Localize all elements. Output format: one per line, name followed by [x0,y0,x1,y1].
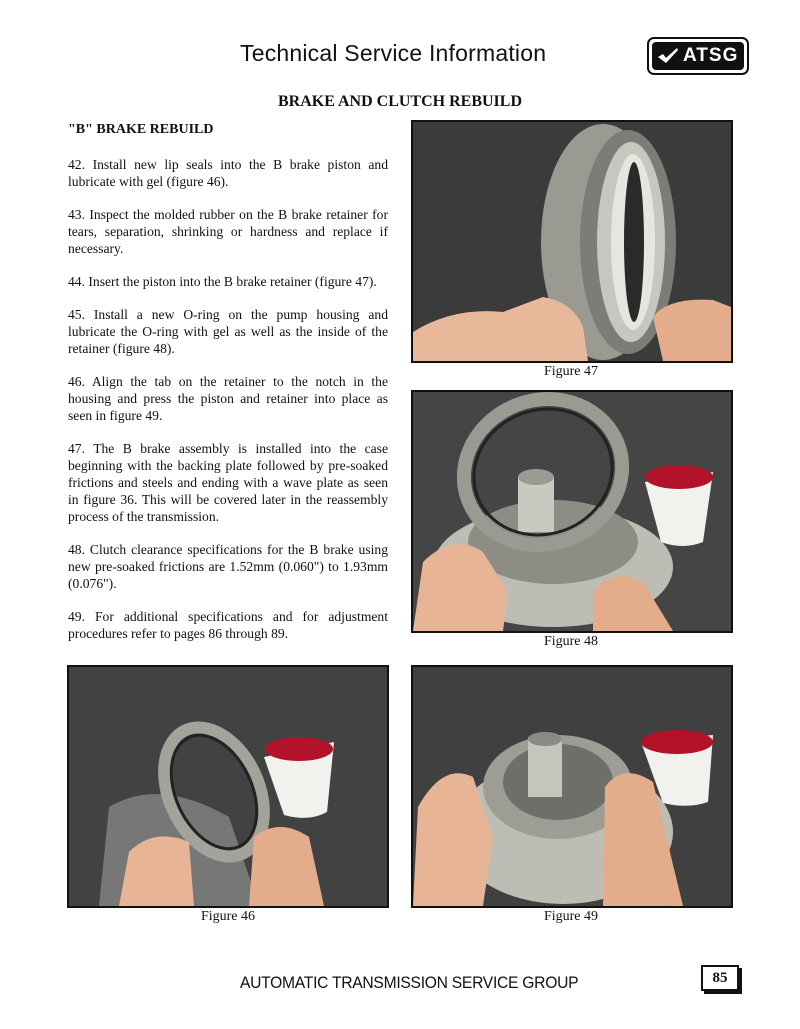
figure-46-caption: Figure 46 [200,909,256,924]
step-46: 46. Align the tab on the retainer to the notch in the housing and press the piston and retainer into place as seen in figure 49. [68,374,388,423]
instruction-steps [68,156,388,658]
figure-49-photo [411,665,733,908]
checkmark-logo-icon [657,46,679,66]
step-43: 43. Inspect the molded rubber on the B brake retainer for tears, separation, shrinking or hardness and replace if necessary. [68,207,388,256]
footer-text: AUTOMATIC TRANSMISSION SERVICE GROUP [240,973,579,992]
figure-47-photo [411,120,733,363]
step-49: 49. For additional specifications and for adjustment procedures refer to pages 86 through 89. [68,609,388,641]
page-number: 85 [701,965,739,991]
section-title: BRAKE AND CLUTCH REBUILD [277,93,523,110]
step-44: 44. Insert the piston into the B brake retainer (figure 47). [68,274,377,289]
subsection-title: "B" BRAKE REBUILD [68,122,214,137]
step-47: 47. The B brake assembly is installed into the case beginning with the backing plate followed by pre-soaked frictions and steels and ending with a wave plate as seen in figure 36. This will be covered later in the reassembly process of the transmission. [68,441,388,524]
step-45: 45. Install a new O-ring on the pump housing and lubricate the O-ring with gel as well as the inside of the retainer (figure 48). [68,307,388,356]
logo-text: ATSG [683,45,739,66]
step-48: 48. Clutch clearance specifications for the B brake using new pre-soaked frictions are 1.52mm (0.060") to 1.93mm (0.076"). [68,542,388,591]
step-42: 42. Install new lip seals into the B brake piston and lubricate with gel (figure 46). [68,157,388,189]
page-header-title: Technical Service Information [240,40,547,66]
figure-48-caption: Figure 48 [543,634,599,649]
figure-49-caption: Figure 49 [543,909,599,924]
figure-46-photo [67,665,389,908]
atsg-logo [647,37,749,75]
figure-48-photo [411,390,733,633]
figure-47-caption: Figure 47 [543,364,599,379]
